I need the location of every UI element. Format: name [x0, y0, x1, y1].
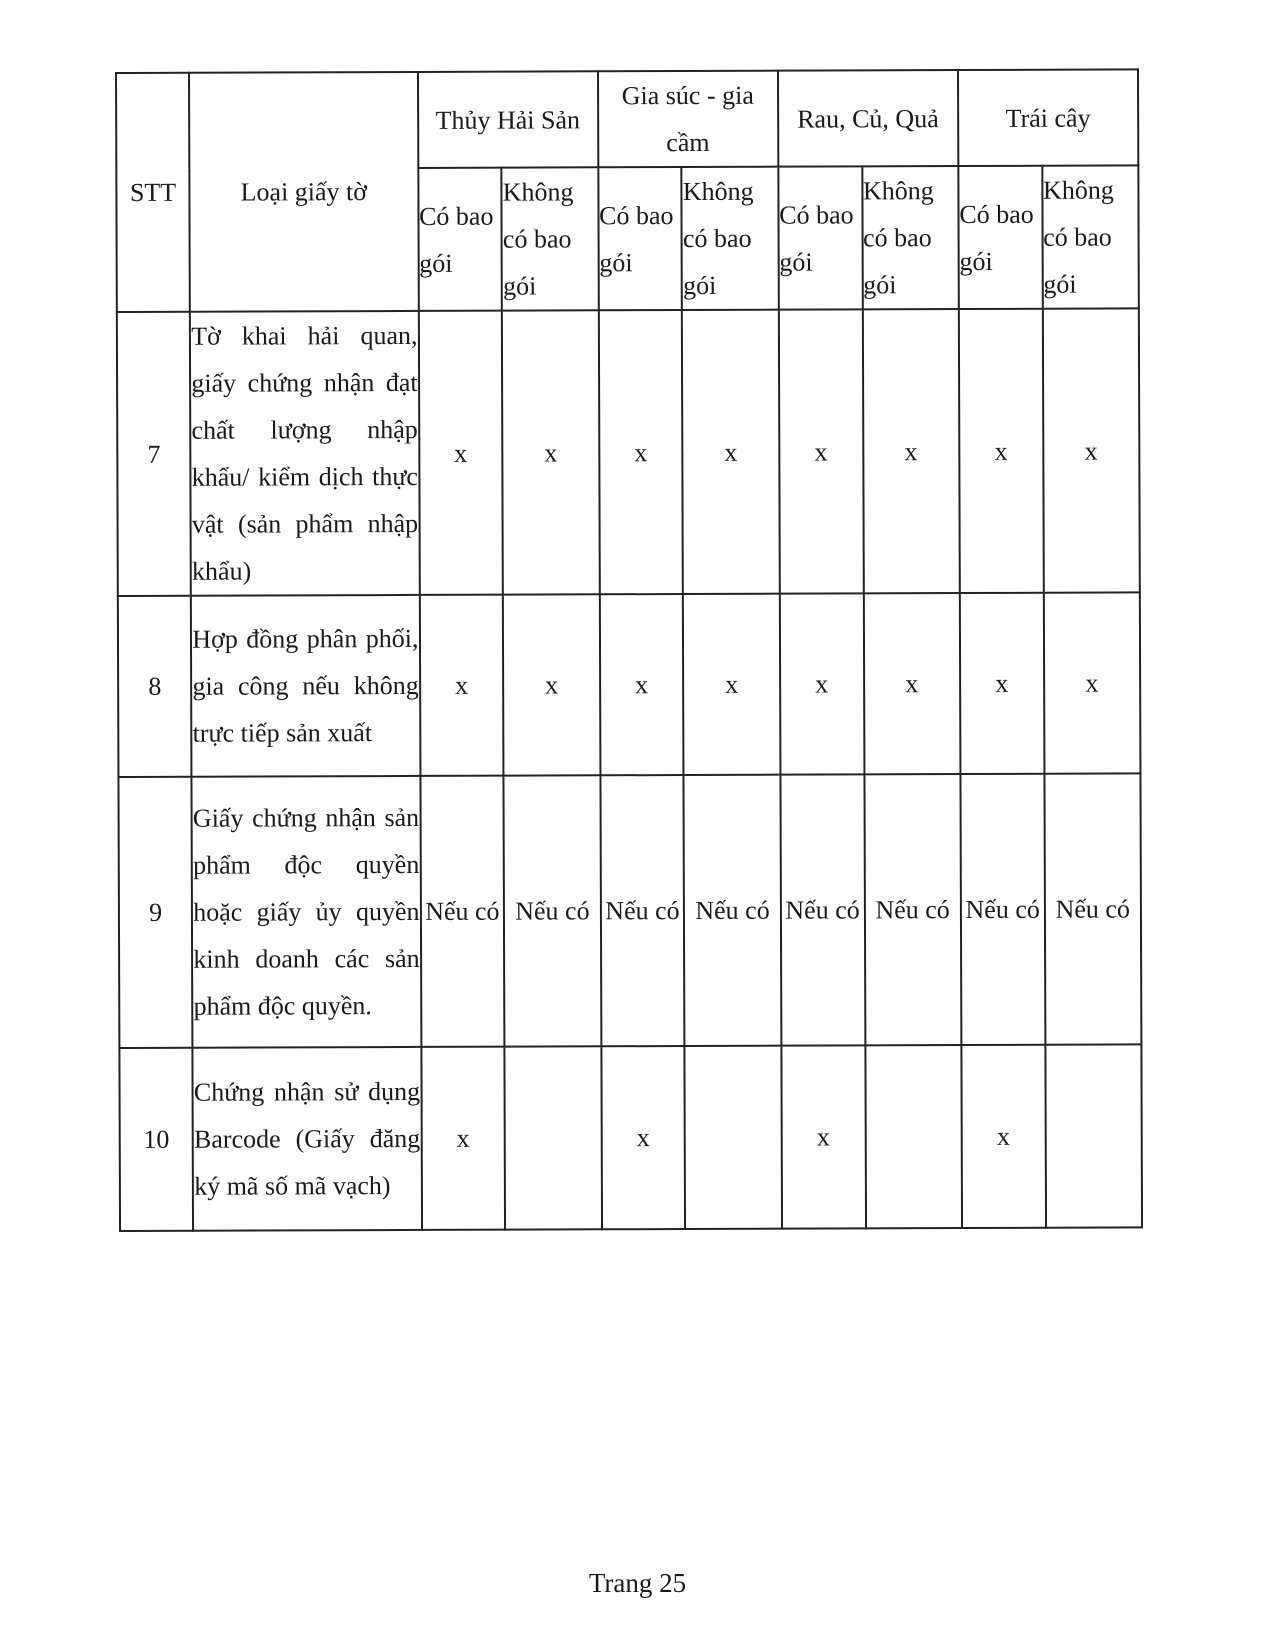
requirement-condition: Nếu có	[420, 776, 505, 1047]
requirement-mark: x	[959, 309, 1044, 593]
row-number: 8	[118, 596, 192, 777]
table-row	[119, 1044, 1142, 1231]
requirement-mark: x	[863, 593, 960, 774]
requirement-condition: Nếu có	[684, 775, 781, 1046]
requirement-mark	[1045, 1044, 1142, 1227]
row-number: 10	[119, 1048, 193, 1231]
sub-header-packaged: Có bao gói	[958, 166, 1042, 309]
header-row-groups	[116, 69, 1138, 169]
requirements-table	[115, 68, 1143, 1232]
row-number: 9	[118, 777, 192, 1048]
sub-header-unpackaged: Không có bao gói	[502, 167, 599, 310]
requirement-mark: x	[502, 310, 599, 594]
requirement-mark	[505, 1046, 602, 1229]
document-type-header: Loại giấy tờ	[189, 72, 418, 312]
requirement-condition: Nếu có	[504, 775, 601, 1046]
stt-header: STT	[116, 73, 190, 312]
requirement-mark: x	[862, 309, 959, 593]
requirement-mark: x	[419, 595, 503, 776]
requirement-mark: x	[598, 310, 683, 594]
group-header-vegetables: Rau, Củ, Quả	[778, 70, 958, 167]
document-type: Chứng nhận sử dụng Barcode (Giấy đăng ký mã số mã vạch)	[193, 1047, 422, 1231]
requirement-mark: x	[421, 1047, 505, 1230]
requirement-mark: x	[1043, 592, 1140, 773]
requirement-condition: Nếu có	[960, 774, 1045, 1045]
table-row	[118, 592, 1141, 777]
requirement-mark: x	[599, 594, 683, 775]
sub-header-unpackaged: Không có bao gói	[682, 167, 779, 310]
requirement-condition: Nếu có	[864, 774, 961, 1045]
requirement-mark	[865, 1045, 962, 1228]
sub-header-unpackaged: Không có bao gói	[1042, 165, 1139, 308]
requirement-mark: x	[1042, 308, 1139, 592]
requirement-mark: x	[779, 309, 864, 593]
requirement-mark: x	[418, 311, 503, 595]
group-header-livestock: Gia súc - gia cầm	[598, 71, 778, 168]
requirement-condition: Nếu có	[600, 775, 685, 1046]
sub-header-unpackaged: Không có bao gói	[862, 166, 959, 309]
requirement-condition: Nếu có	[780, 774, 865, 1045]
document-type: Tờ khai hải quan, giấy chứng nhận đạt chất lượng nhập khẩu/ kiểm dịch thực vật (sản phẩm nhập khẩu)	[190, 311, 419, 596]
sub-header-packaged: Có bao gói	[598, 167, 682, 310]
requirement-mark	[685, 1046, 782, 1229]
requirement-mark: x	[683, 594, 780, 775]
row-number: 7	[117, 312, 191, 596]
sub-header-packaged: Có bao gói	[418, 168, 502, 311]
requirement-mark: x	[503, 594, 600, 775]
requirement-mark: x	[682, 310, 779, 594]
requirement-mark: x	[960, 593, 1044, 774]
table-row	[117, 308, 1140, 596]
document-type: Giấy chứng nhận sản phẩm độc quyền hoặc giấy ủy quyền kinh doanh các sản phẩm độc quyền.	[192, 776, 421, 1048]
requirement-mark: x	[780, 593, 864, 774]
document-type: Hợp đồng phân phối, gia công nếu không trực tiếp sản xuất	[191, 595, 420, 777]
sub-header-packaged: Có bao gói	[778, 166, 862, 309]
page-number: Trang 25	[588, 1568, 687, 1598]
requirement-mark: x	[601, 1046, 685, 1229]
requirement-mark: x	[961, 1045, 1045, 1228]
group-header-seafood: Thủy Hải Sản	[418, 71, 598, 168]
requirement-mark: x	[781, 1045, 865, 1228]
requirement-condition: Nếu có	[1044, 773, 1141, 1044]
table-row	[118, 773, 1141, 1048]
group-header-fruit: Trái cây	[958, 69, 1138, 166]
